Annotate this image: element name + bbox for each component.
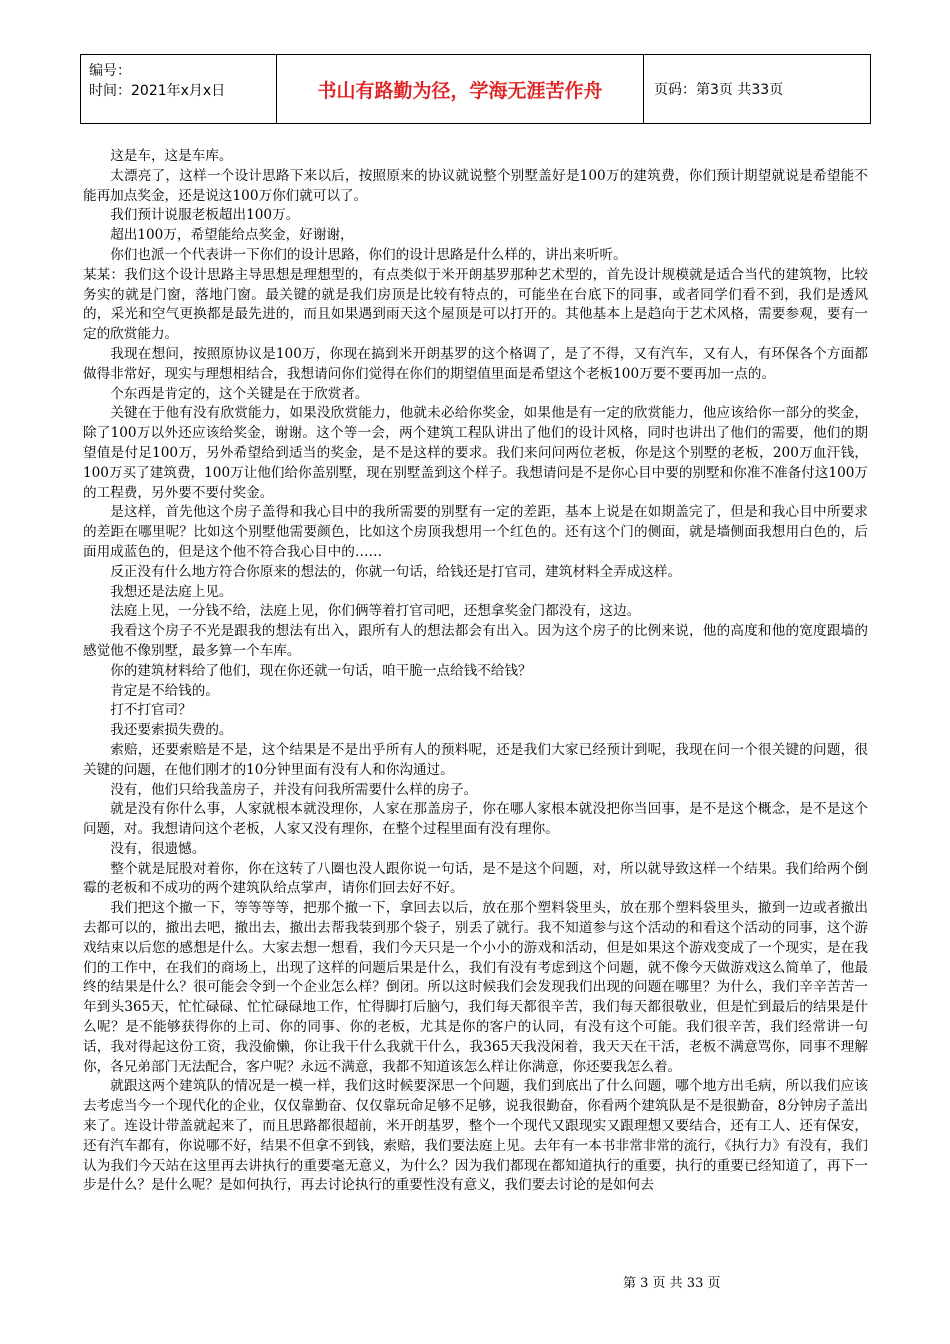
paragraph: 这是车，这是车库。 bbox=[110, 148, 233, 164]
paragraph: 打不打官司？ bbox=[110, 702, 192, 719]
paragraph: 你们也派一个代表讲一下你们的设计思路，你们的设计思路是什么样的，讲出来听听。 bbox=[110, 246, 627, 263]
paragraph: 是这样，首先他这个房子盖得和我心目中的我所需要的别墅有一定的差距，基本上说是在如期盖完了，但是和我心目中所要求的差距在哪里呢？比如这个别墅他需要颜色，比如这个房顶我想用一个红色的。还有这个门的侧面，就是墙侧面我想用白色的，后面用成蓝色的，但是这个他不符合我心目中的…… bbox=[83, 504, 868, 560]
paragraph: 整个就是屁股对着你，你在这转了八圈也没人跟你说一句话，是不是这个问题，对，所以就导致这样一个结果。我们给两个倒霉的老板和不成功的两个建筑队给点掌声，请你们回去好不好。 bbox=[83, 860, 868, 897]
paragraph: 太漂亮了，这样一个设计思路下来以后，按照原来的协议就说整个别墅盖好是100万的建筑费，你们预计期望就说是希望能不能再加点奖金，还是说这100万你们就可以了。 bbox=[83, 167, 868, 204]
paragraph: 我现在想问，按照原协议是100万，你现在搞到米开朗基罗的这个格调了，是了不得，又有汽车，又有人，有环保各个方面都做得非常好，现实与理想相结合，我想请问你们觉得在你们的期望值里面是希望这个老板100万要不要再加一点的。 bbox=[83, 345, 868, 382]
document-body bbox=[83, 147, 868, 1196]
paragraph: 没有，他们只给我盖房子，并没有问我所需要什么样的房子。 bbox=[110, 781, 478, 798]
paragraph: 关键在于他有没有欣赏能力，如果没欣赏能力，他就未必给你奖金，如果他是有一定的欣赏能力，他应该给你一部分的奖金，除了100万以外还应该给奖金，谢谢。这个等一会，两个建筑工程队讲出了他们的设计风格，同时也讲出了他们的需要，他们的期望值是付足100万，另外希望给到适当的奖金，是不是这样的要求。我们来问问两位老板，你是这个别墅的老板，200万血汗钱，100万买了建筑费，100万让他们给你盖别墅，现在别墅盖到这个样子。我想请问是不是你心目中要的别墅和你准不准备付这100万的工程费，另外要不要付奖金。 bbox=[83, 405, 868, 501]
page-number-cell bbox=[644, 55, 870, 123]
paragraph: 索赔，还要索赔是不是，这个结果是不是出乎所有人的预料呢，还是我们大家已经预计到呢，我现在问一个很关键的问题，很关键的问题，在他们刚才的10分钟里面有没有人和你沟通过。 bbox=[83, 741, 868, 778]
paragraph: 反正没有什么地方符合你原来的想法的，你就一句话，给钱还是打官司，建筑材料全弄成这样。 bbox=[110, 563, 682, 580]
paragraph: 就是没有你什么事，人家就根本就没理你，人家在那盖房子，你在哪人家根本就没把你当回事，是不是这个概念，是不是这个问题，对。我想请问这个老板，人家又没有理你，在整个过程里面有没有理你。 bbox=[83, 801, 868, 838]
paragraph: 某某：我们这个设计思路主导思想是理想型的，有点类似于米开朗基罗那种艺术型的，首先设计规模就是适合当代的建筑物，比较务实的就是门窗，落地门窗。最关键的就是我们房顶是比较有特点的，可能坐在台底下的同事，或者同学们看不到，我们是透风的，采光和空气更换都是最先进的，而且如果遇到雨天这个屋顶是可以打开的。其他基本上是趋向于艺术风格，需要参观，要有一定的欣赏能力。 bbox=[83, 266, 868, 343]
header-meta-cell bbox=[81, 55, 277, 123]
paragraph: 没有，很遗憾。 bbox=[110, 840, 206, 857]
number-label: 编号： bbox=[89, 63, 131, 79]
paragraph: 你的建筑材料给了他们，现在你还就一句话，咱干脆一点给钱不给钱？ bbox=[110, 662, 532, 679]
motto-text: 书山有路勤为径，学海无涯苦作舟 bbox=[317, 79, 603, 102]
paragraph: 个东西是肯定的，这个关键是在于欣赏者。 bbox=[110, 385, 369, 402]
paragraph: 肯定是不给钱的。 bbox=[110, 682, 219, 699]
paragraph: 我们预计说服老板超出100万。 bbox=[110, 207, 300, 224]
paragraph: 我们把这个撤一下，等等等等，把那个撤一下，拿回去以后，放在那个塑料袋里头，放在那个塑料袋里头，撤到一边或者撤出去都可以的，撤出去吧，撤出去，撤出去帮我装到那个袋子，别丢了就行。我不知道参与这个活动的和看这个活动的同事，这个游戏结束以后您的感想是什么。大家去想一想看，我们今天只是一个小小的游戏和活动，但是如果这个游戏变成了一个现实，是在我们的工作中，在我们的商场上，出现了这样的问题后果是什么，我们有没有考虑到这个问题，就不像今天做游戏这么简单了，他最终的结果是什么？很可能会令到一个企业怎么样？倒闭。所以这时候我们会发现我们出现的问题在哪里？为什么，我们辛辛苦苦一年到头365天，忙忙碌碌、忙忙碌碌地工作，忙得脚打后脑勺，我们每天都很辛苦，我们每天都很敬业，但是忙到最后的结果是什么呢？是不能够获得你的上司、你的同事、你的老板，尤其是你的客户的认同，有没有这个可能。我们很辛苦，我们经常讲一句话，我对得起这份工资，我没偷懒，你让我干什么我就干什么，我365天我没闲着，我天天在干活，老板不满意骂你，同事不理解你，各兄弟部门无法配合，客户呢？永远不满意，我都不知道该怎么样让你满意，你还要我怎么着。 bbox=[83, 900, 868, 1075]
paragraph: 我想还是法庭上见。 bbox=[110, 583, 233, 600]
paragraph: 超出100万，希望能给点奖金，好谢谢， bbox=[110, 227, 354, 244]
paragraph: 法庭上见，一分钱不给，法庭上见，你们俩等着打官司吧，还想拿奖金门都没有，这边。 bbox=[110, 603, 641, 620]
motto-cell bbox=[277, 55, 644, 123]
header-table bbox=[80, 54, 871, 124]
page-footer: 第 3 页 共 33 页 bbox=[623, 1276, 721, 1291]
paragraph: 我还要索损失费的。 bbox=[110, 722, 233, 739]
page-number-label: 页码：第3页 共33页 bbox=[654, 82, 784, 98]
paragraph: 就跟这两个建筑队的情况是一模一样，我们这时候要深思一个问题，我们到底出了什么问题，哪个地方出毛病，所以我们应该去考虑当今一个现代化的企业，仅仅靠勤奋、仅仅靠玩命足够不足够，说我很勤奋，你看两个建筑队是不是很勤奋，8分钟房子盖出来了。连设计带盖就起来了，而且思路都很超前，米开朗基罗，整个一个现代又跟现实又跟理想又要结合，还有工人、还有保安，还有汽车都有，你说哪不好，结果不但拿不到钱，索赔，我们要法庭上见。去年有一本书非常非常的流行，《执行力》有没有，我们认为我们今天站在这里再去讲执行的重要毫无意义，为什么？因为我们都现在都知道执行的重要，执行的重要已经知道了，再下一步是什么？是什么呢？是如何执行，再去讨论执行的重要性没有意义，我们要去讨论的是如何去 bbox=[83, 1078, 868, 1194]
time-label: 时间：2021年x月x日 bbox=[89, 83, 226, 99]
paragraph: 我看这个房子不光是跟我的想法有出入，跟所有人的想法都会有出入。因为这个房子的比例来说，他的高度和他的宽度跟墙的感觉他不像别墅，最多算一个车库。 bbox=[83, 623, 868, 659]
